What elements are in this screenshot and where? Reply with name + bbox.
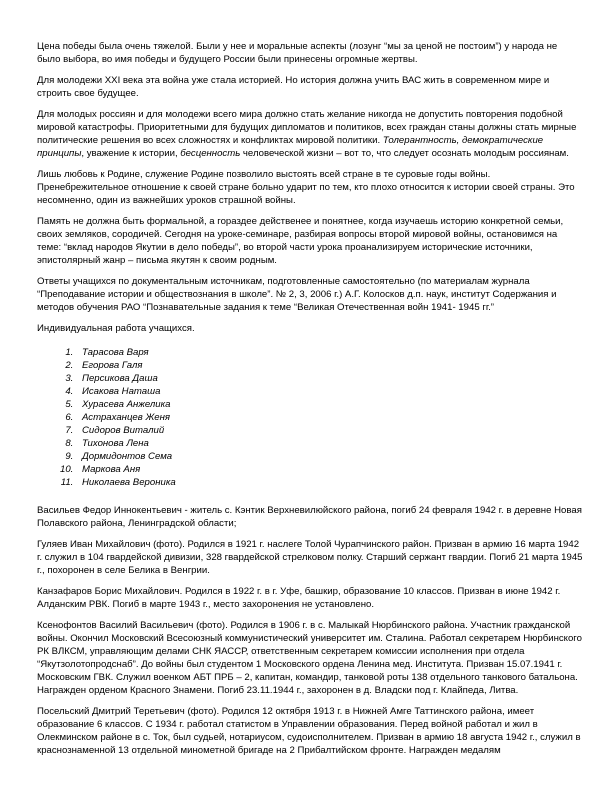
list-item: 4. Исакова Наташа bbox=[76, 385, 583, 398]
list-item: 6. Астраханцев Женя bbox=[76, 411, 583, 424]
list-item: 1. Тарасова Варя bbox=[76, 346, 583, 359]
biography-poselsky: Посельский Дмитрий Теретьевич (фото). Родился 12 октября 1913 г. в Нижней Амге Таттинского района, имеет образование 6 классов. С 1934 г. работал статистом в Управлении образования. Перед войной работал и жил в Олекминском районе в с. Ток, был судьей, нотариусом, судоисполнителем. Призван в армию 18 августа 1942 г., служил в краснознаменной 13 отдельной минометной бригаде на 2 Прибалтийском фронте. Награжден медалям bbox=[37, 706, 581, 756]
paragraph-individual-work: Индивидуальная работа учащихся. bbox=[37, 323, 195, 334]
emphasis-priceless: бесценность bbox=[180, 148, 241, 159]
paragraph-text: человеческой жизни – вот то, что следует осознать молодым россиянам. bbox=[240, 148, 569, 159]
list-item: 10. Маркова Аня bbox=[76, 463, 583, 476]
list-item: 3. Персикова Даша bbox=[76, 372, 583, 385]
biography-ksenofontov: Ксенофонтов Василий Васильевич (фото). Родился в 1906 г. в с. Малыкай Нюрбинского района. Участник гражданской войны. Окончил Московский Всесоюзный коммунистический университет им. Сталина. Работал секретарем Нюрбинского РК ВЛКСМ, управляющим делами СНК ЯАССР, ответственным секретарем комиссии исполнения при отдела “Якутзолотопродснаб”. До войны был студентом 1 Московского ордена Ленина мед. Института. Призван 15.07.1941 г. Московским ГВК. Служил военком АБТ ПРБ – 2, капитан, командир, танковой роты 138 отдельного танкового батальона. Награжден орденом Красного Знамени. Погиб 23.11.1944 г., захоронен в д. Владски под г. Клайпеда, Литва. bbox=[37, 620, 582, 696]
paragraph-price-of-victory: Цена победы была очень тяжелой. Были у нее и моральные аспекты (лозунг “мы за ценой не постоим”) у народа не было выбора, во имя победы и будущего России были принесены огромные жертвы. bbox=[37, 41, 558, 65]
paragraph-peace-priorities bbox=[37, 108, 583, 160]
paragraph-youth-21-century: Для молодежи XXI века эта война уже стала историей. Но история должна учить ВАС жить в современном мире и строить свое будущее. bbox=[37, 75, 550, 99]
biography-kanzafarov: Канзафаров Борис Михайлович. Родился в 1922 г. в г. Уфе, башкир, образование 10 классов. Призван в июне 1942 г. Алданским РВК. Погиб в марте 1943 г., место захоронения не установлено. bbox=[37, 586, 561, 610]
paragraph-text: Для молодых россиян и для молодежи всего мира должно стать желание никогда не допустить повторения подобной мировой катастрофы. Приоритетными для будущих дипломатов и политиков, всех граждан станы должны стать мирные политические решения во всех сложностях и конфликтах мировой политики. bbox=[37, 109, 577, 146]
biography-vasiliev: Васильев Федор Иннокентьевич - житель с. Кэнтик Верхневилюйского района, погиб 24 февраля 1942 г. в деревне Новая Полавского района, Ленинградской области; bbox=[37, 505, 582, 529]
biography-gulyaev: Гуляев Иван Михайлович (фото). Родился в 1921 г. наслеге Толой Чурапчинского район. Призван в армию 16 марта 1942 г. служил в 104 гвардейской дивизии, 328 гвардейской стрелковом полку. Старший сержант гвардии. Погиб 21 марта 1945 г., похоронен в селе Белика в Венгрии. bbox=[37, 539, 583, 576]
paragraph-memory: Память не должна быть формальной, а гораздее действенее и понятнее, когда изучаешь историю конкретной семьи, своих земляков, сородичей. Сегодня на уроке-семинаре, разбирая вопросы второй мировой войны, остановимся на теме: “вклад народов Якутии в дело победы”, во второй части урока проанализируем исторические источники, эпистолярный жанр – письма якутян к своим родным. bbox=[37, 216, 564, 266]
paragraph-love-of-homeland: Лишь любовь к Родине, служение Родине позволило выстоять всей стране в те суровые годы войны. Пренебрежительное отношение к своей стране больно ударит по тем, кто плохо относится к истории своей страны. Это несомненно, один из важнейших уроков страшной войны. bbox=[37, 169, 575, 206]
list-item: 9. Дормидонтов Сема bbox=[76, 450, 583, 463]
list-item: 7. Сидоров Виталий bbox=[76, 424, 583, 437]
list-item: 11. Николаева Вероника bbox=[76, 476, 583, 489]
list-item: 8. Тихонова Лена bbox=[76, 437, 583, 450]
list-item: 2. Егорова Галя bbox=[76, 359, 583, 372]
paragraph-text: , уважение к истории, bbox=[81, 148, 181, 159]
student-list bbox=[37, 346, 583, 489]
document-page bbox=[37, 40, 583, 765]
emphasis-tolerance: Толерантность, демократические принципы bbox=[37, 135, 544, 159]
list-item: 5. Хурасева Анжелика bbox=[76, 398, 583, 411]
paragraph-student-answers: Ответы учащихся по документальным источникам, подготовленные самостоятельно (по материалам журнала “Преподавание истории и обществознания в школе”. № 2, 3, 2006 г.) А.Г. Колосков д.п. наук, институт Содержания и методов обучения РАО “Познавательные задания к теме “Великая Отечественная войн 1941- 1945 гг.” bbox=[37, 276, 557, 313]
